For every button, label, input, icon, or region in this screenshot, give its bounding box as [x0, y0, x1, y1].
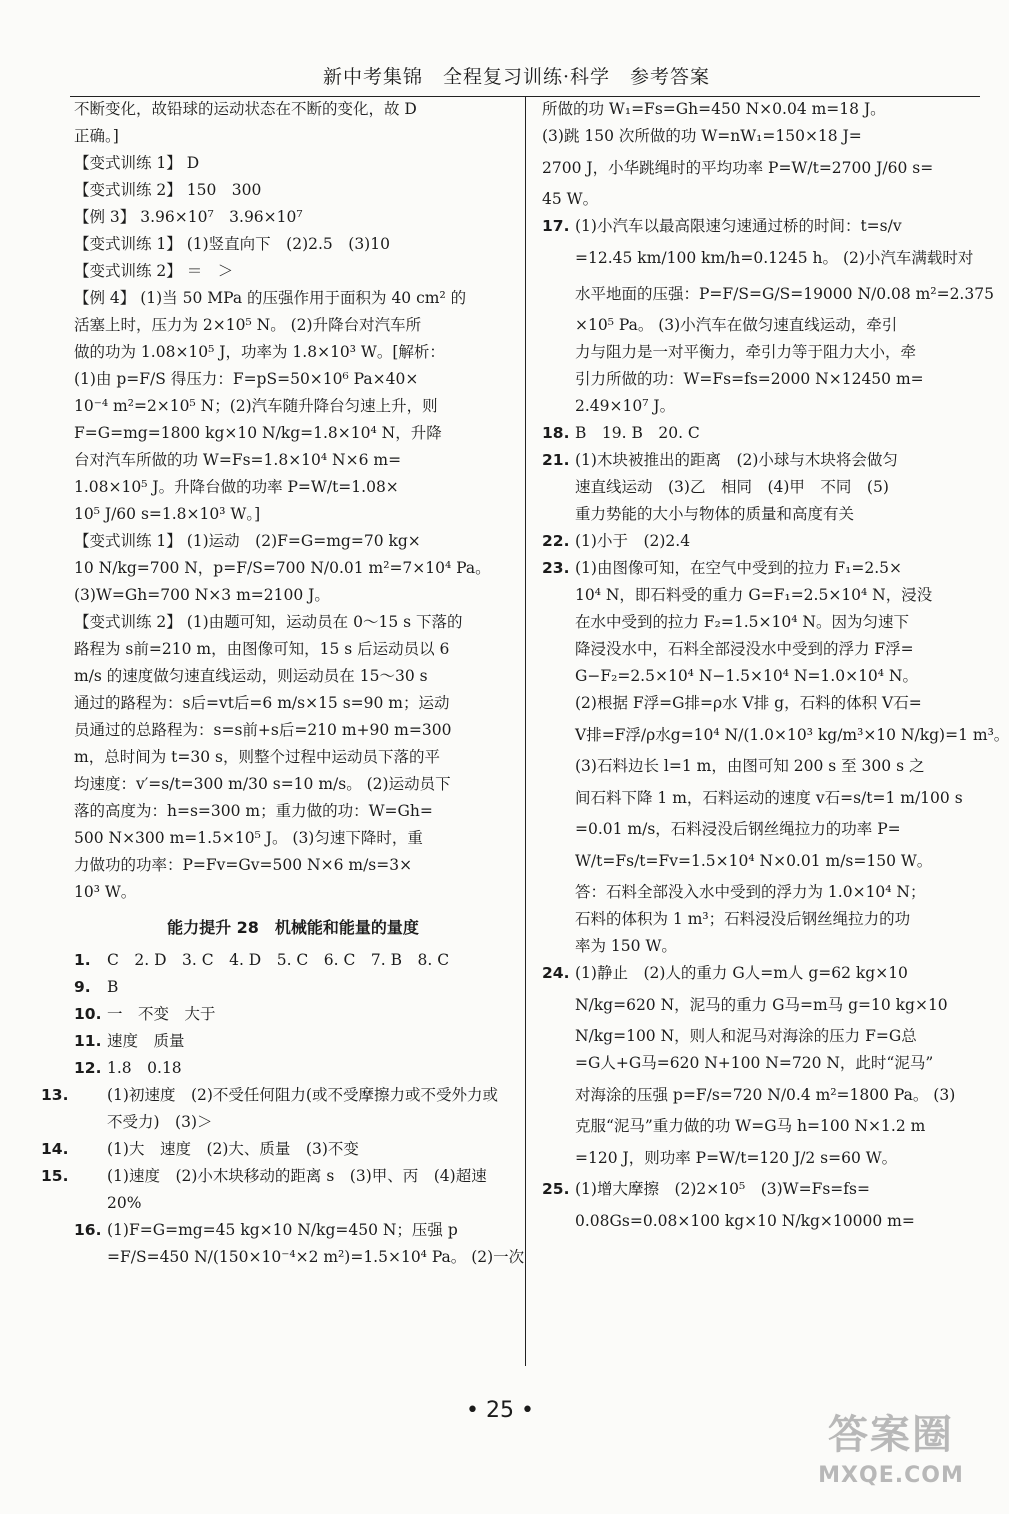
answer-continuation: [542, 753, 972, 780]
text-line: 10⁵ J/60 s=1.8×10³ W。]: [74, 505, 261, 523]
item-answer: G−F₂=2.5×10⁴ N−1.5×10⁴ N=1.0×10⁴ N。: [575, 667, 918, 685]
answer-item: [74, 1028, 512, 1055]
text-line: F=G=mg=1800 kg×10 N/kg=1.8×10⁴ N，升降: [74, 424, 442, 442]
item-answer: =120 J，则功率 P=W/t=120 J/2 s=60 W。: [575, 1149, 898, 1167]
text-line: 【例 4】 (1)当 50 MPa 的压强作用于面积为 40 cm² 的: [74, 289, 467, 307]
watermark-logo: 答案圈: [828, 1412, 954, 1458]
text-line: 2700 J，小华跳绳时的平均功率 P=W/t=2700 J/60 s=: [542, 159, 934, 177]
item-answer: 力与阻力是一对平衡力，牵引力等于阻力大小，牵: [575, 343, 917, 361]
item-answer: =12.45 km/100 km/h=0.1245 h。 (2)小汽车满载时对: [575, 249, 974, 267]
answer-continuation: [542, 501, 972, 528]
item-answer: V排=F浮/ρ水g=10⁴ N/(1.0×10³ kg/m³×10 N/kg)=1 m³。: [575, 726, 1009, 744]
item-number: 15.: [41, 1167, 69, 1185]
text-line: 通过的路程为：s后=vt后=6 m/s×15 s=90 m；运动: [74, 694, 450, 712]
text-line: 员通过的总路程为：s=s前+s后=210 m+90 m=300: [74, 721, 452, 739]
item-answer: =0.01 m/s，石料浸没后钢丝绳拉力的功率 P=: [575, 820, 901, 838]
answer-continuation: [542, 1050, 972, 1077]
section-title: 能力提升 28 机械能和能量的量度: [167, 918, 419, 937]
item-number: 23.: [542, 559, 570, 577]
item-answer: 间石料下降 1 m，石料运动的速度 v石=s/t=1 m/100 s: [575, 789, 963, 807]
answer-continuation: [542, 393, 972, 420]
item-number: 21.: [542, 451, 570, 469]
item-answer: (3)石料边长 l=1 m，由图可知 200 s 至 300 s 之: [575, 757, 925, 775]
text-line: 台对汽车所做的功 W=Fs=1.8×10⁴ N×6 m=: [74, 451, 402, 469]
text-line: (3)W=Gh=700 N×3 m=2100 J。: [74, 586, 330, 604]
text-line: (1)由 p=F/S 得压力：F=pS=50×10⁶ Pa×40×: [74, 370, 419, 388]
item-answer: B 19. B 20. C: [575, 424, 700, 442]
text-line: 10³ W。: [74, 883, 137, 901]
answer-continuation: [542, 879, 972, 906]
item-answer: (1)初速度 (2)不受任何阻力(或不受摩擦力或不受外力或不受力) (3)＞: [107, 1086, 498, 1131]
answer-continuation: [542, 339, 972, 366]
text-line: (3)跳 150 次所做的功 W=nW₁=150×18 J=: [542, 127, 862, 145]
text-line: 正确。]: [74, 127, 119, 145]
item-answer: 2.49×10⁷ J。: [575, 397, 676, 415]
item-answer: 对海涂的压强 p=F/s=720 N/0.4 m²=1800 Pa。 (3): [575, 1086, 956, 1104]
item-answer: (1)F=G=mg=45 kg×10 N/kg=450 N；压强 p: [107, 1221, 458, 1239]
answer-continuation: [542, 987, 972, 1023]
item-answer: N/kg=620 N，泥马的重力 G马=m马 g=10 kg×10: [575, 996, 948, 1014]
item-answer: 0.08Gs=0.08×100 kg×10 N/kg×10000 m=: [575, 1212, 915, 1230]
item-answer: ×10⁵ Pa。 (3)小汽车在做匀速直线运动，牵引: [575, 316, 898, 334]
answer-continuation: [542, 636, 972, 663]
right-text-block: [542, 96, 972, 213]
item-answer: 率为 150 W。: [575, 937, 677, 955]
answer-item: [74, 1001, 512, 1028]
answer-continuation: [542, 609, 972, 636]
right-column: [542, 96, 1009, 1239]
answer-continuation: [542, 582, 972, 609]
answer-item: [542, 447, 972, 474]
item-answer: W/t=Fs/t=Fv=1.5×10⁴ N×0.01 m/s=150 W。: [575, 852, 933, 870]
text-line: m，总时间为 t=30 s，则整个过程中运动员下落的平: [74, 748, 440, 766]
item-answer: 引力所做的功：W=Fs=fs=2000 N×12450 m=: [575, 370, 924, 388]
item-answer: N/kg=100 N，则人和泥马对海涂的压力 F=G总: [575, 1027, 917, 1045]
answer-continuation: [542, 663, 972, 690]
item-number: 25.: [542, 1180, 570, 1198]
item-answer: 水平地面的压强：P=F/S=G/S=19000 N/0.08 m²=2.375: [575, 285, 994, 303]
answer-continuation: [542, 906, 972, 933]
answer-item: [74, 947, 512, 974]
text-line: 路程为 s前=210 m，由图像可知，15 s 后运动员以 6: [74, 640, 450, 658]
page-number: • 25 •: [466, 1398, 534, 1423]
text-line: 【例 3】 3.96×10⁷ 3.96×10⁷: [74, 208, 303, 226]
answer-continuation: [542, 690, 972, 717]
answer-continuation: [542, 1023, 972, 1050]
answer-continuation: [542, 1113, 972, 1140]
item-answer: =F/S=450 N/(150×10⁻⁴×2 m²)=1.5×10⁴ Pa。 (2)一次: [107, 1248, 525, 1266]
column-divider: [525, 96, 526, 1366]
answer-item: [41, 1136, 512, 1163]
answer-continuation: [542, 933, 972, 960]
text-line: 不断变化，故铅球的运动状态在不断的变化，故 D: [74, 100, 417, 118]
item-answer: 答：石料全部没入水中受到的浮力为 1.0×10⁴ N；: [575, 883, 926, 901]
item-answer: (1)木块被推出的距离 (2)小球与木块将会做匀: [575, 451, 898, 469]
item-answer: 重力势能的大小与物体的质量和高度有关: [575, 505, 855, 523]
text-line: 500 N×300 m=1.5×10⁵ J。 (3)匀速下降时，重: [74, 829, 423, 847]
answer-continuation: [542, 1203, 972, 1239]
text-line: 所做的功 W₁=Fs=Gh=450 N×0.04 m=18 J。: [542, 100, 886, 118]
item-answer: (1)由图像可知，在空气中受到的拉力 F₁=2.5×: [575, 559, 902, 577]
item-number: 11.: [74, 1032, 102, 1050]
answer-continuation: [542, 1140, 972, 1176]
answer-continuation: [542, 843, 972, 879]
text-line: 【变式训练 1】 D: [74, 154, 200, 172]
text-line: 【变式训练 2】 150 300: [74, 181, 262, 199]
item-number: 17.: [542, 217, 570, 235]
text-line: 活塞上时，压力为 2×10⁵ N。 (2)升降台对汽车所: [74, 316, 422, 334]
left-text-block: [74, 96, 512, 906]
item-answer: 速直线运动 (3)乙 相同 (4)甲 不同 (5): [575, 478, 889, 496]
watermark: [796, 1407, 986, 1502]
item-answer: 在水中受到的拉力 F₂=1.5×10⁴ N。因为匀速下: [575, 613, 909, 631]
answer-item: [74, 1244, 525, 1271]
text-line: 均速度：v′=s/t=300 m/30 s=10 m/s。 (2)运动员下: [74, 775, 451, 793]
answer-continuation: [542, 276, 994, 312]
item-answer: (2)根据 F浮=G排=ρ水 V排 g，石料的体积 V石=: [575, 694, 922, 712]
watermark-text: MXQE.COM: [818, 1463, 964, 1488]
left-column: [41, 96, 525, 1271]
answer-continuation: [542, 1077, 972, 1113]
text-line: 力做功的功率：P=Fv=Gv=500 N×6 m/s=3×: [74, 856, 413, 874]
item-number: 18.: [542, 424, 570, 442]
answer-item: [74, 1055, 512, 1082]
answer-item: [542, 960, 972, 987]
answer-item: [542, 555, 972, 582]
text-line: 【变式训练 1】 (1)运动 (2)F=G=mg=70 kg×: [74, 532, 421, 550]
item-answer: (1)小于 (2)2.4: [575, 532, 691, 550]
left-answer-list: [41, 947, 525, 1271]
page-header: [70, 0, 980, 97]
answer-item: [74, 1217, 512, 1244]
answer-continuation: [542, 717, 1009, 753]
item-answer: (1)小汽车以最高限速匀速通过桥的时间：t=s/v: [575, 217, 902, 235]
answer-continuation: [542, 366, 972, 393]
item-answer: 速度 质量: [107, 1032, 185, 1050]
item-answer: =G人+G马=620 N+100 N=720 N，此时“泥马”: [575, 1054, 934, 1072]
item-answer: (1)大 速度 (2)大、质量 (3)不变: [107, 1140, 359, 1158]
item-number: 24.: [542, 964, 570, 982]
text-line: m/s 的速度做匀速直线运动，则运动员在 15～30 s: [74, 667, 428, 685]
right-answer-list: [542, 213, 1009, 1239]
item-number: 9.: [74, 978, 91, 996]
text-line: 【变式训练 2】 ＝ ＞: [74, 262, 234, 280]
item-number: 1.: [74, 951, 91, 969]
item-number: 10.: [74, 1005, 102, 1023]
item-number: 16.: [74, 1221, 102, 1239]
item-number: 12.: [74, 1059, 102, 1077]
answer-continuation: [542, 780, 972, 816]
item-answer: 一 不变 大于: [107, 1005, 216, 1023]
item-number: 22.: [542, 532, 570, 550]
item-answer: (1)速度 (2)小木块移动的距离 s (3)甲、丙 (4)超速 20%: [107, 1167, 487, 1212]
text-line: 【变式训练 1】 (1)竖直向下 (2)2.5 (3)10: [74, 235, 390, 253]
header-title: 新中考集锦 全程复习训练·科学 参考答案: [322, 66, 710, 88]
answer-item: [41, 1163, 512, 1217]
text-line: 10 N/kg=700 N，p=F/S=700 N/0.01 m²=7×10⁴ Pa。: [74, 559, 491, 577]
item-answer: C 2. D 3. C 4. D 5. C 6. C 7. B 8. C: [107, 951, 450, 969]
answer-item: [41, 1082, 512, 1136]
item-answer: 1.8 0.18: [107, 1059, 182, 1077]
item-answer: B: [107, 978, 119, 996]
text-line: 45 W。: [542, 190, 599, 208]
text-line: 做的功为 1.08×10⁵ J，功率为 1.8×10³ W。[解析：: [74, 343, 445, 361]
answer-item: [542, 213, 972, 240]
item-answer: (1)静止 (2)人的重力 G人=m人 g=62 kg×10: [575, 964, 908, 982]
answer-item: [542, 528, 972, 555]
item-number: 14.: [41, 1140, 69, 1158]
text-line: 1.08×10⁵ J。升降台做的功率 P=W/t=1.08×: [74, 478, 399, 496]
item-answer: 石料的体积为 1 m³；石料浸没后钢丝绳拉力的功: [575, 910, 911, 928]
answer-item: [542, 420, 972, 447]
text-line: 10⁻⁴ m²=2×10⁵ N；(2)汽车随升降台匀速上升，则: [74, 397, 438, 415]
item-number: 13.: [41, 1086, 69, 1104]
text-line: 落的高度为：h=s=300 m；重力做的功：W=Gh=: [74, 802, 433, 820]
item-answer: (1)增大摩擦 (2)2×10⁵ (3)W=Fs=fs=: [575, 1180, 870, 1198]
answer-continuation: [542, 474, 972, 501]
item-answer: 克服“泥马”重力做的功 W=G马 h=100 N×1.2 m: [575, 1117, 926, 1135]
item-answer: 10⁴ N，即石料受的重力 G=F₁=2.5×10⁴ N，浸没: [575, 586, 933, 604]
answer-continuation: [542, 816, 972, 843]
item-answer: 降浸没水中，石料全部浸没水中受到的浮力 F浮=: [575, 640, 914, 658]
text-line: 【变式训练 2】 (1)由题可知，运动员在 0～15 s 下落的: [74, 613, 463, 631]
answer-continuation: [542, 240, 972, 276]
answer-item: [542, 1176, 972, 1203]
answer-continuation: [542, 312, 972, 339]
answer-item: [74, 974, 512, 1001]
